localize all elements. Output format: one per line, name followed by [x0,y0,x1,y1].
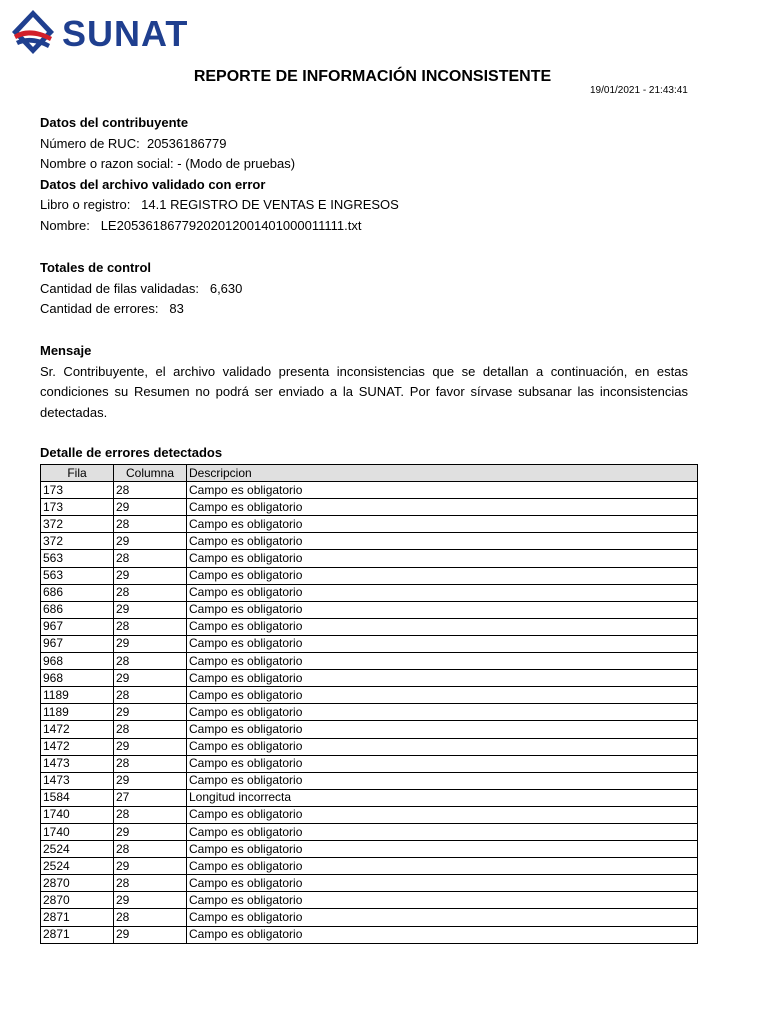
cell-descripcion: Campo es obligatorio [187,653,698,670]
ruc-value: 20536186779 [146,135,227,151]
cell-columna: 29 [114,533,187,550]
cell-columna: 28 [114,653,187,670]
nombre-line [40,216,688,237]
nombre-value: LE20536186779202012001401000011111.txt [100,217,362,233]
cell-fila: 563 [41,567,114,584]
cell-fila: 1473 [41,772,114,789]
cell-fila: 1740 [41,823,114,840]
cell-descripcion: Campo es obligatorio [187,823,698,840]
cell-fila: 968 [41,653,114,670]
nombre-label: Nombre: [40,217,90,233]
table-row [41,533,698,550]
cell-descripcion: Campo es obligatorio [187,550,698,567]
cell-columna: 29 [114,823,187,840]
cell-fila: 2871 [41,909,114,926]
libro-line [40,195,688,216]
cell-descripcion: Campo es obligatorio [187,738,698,755]
table-row [41,482,698,499]
cell-descripcion: Campo es obligatorio [187,704,698,721]
cell-fila: 173 [41,482,114,499]
table-row [41,687,698,704]
cell-descripcion: Campo es obligatorio [187,875,698,892]
table-row [41,704,698,721]
ruc-label: Número de RUC: [40,135,140,151]
cell-fila: 686 [41,584,114,601]
table-row [41,584,698,601]
contribuyente-heading: Datos del contribuyente [40,115,189,130]
cell-fila: 2524 [41,841,114,858]
cell-columna: 28 [114,482,187,499]
cell-fila: 2870 [41,892,114,909]
totales-heading: Totales de control [40,260,151,275]
cell-fila: 1472 [41,721,114,738]
table-row [41,755,698,772]
errores-label: Cantidad de errores: [40,301,159,316]
cell-descripcion: Campo es obligatorio [187,806,698,823]
cell-fila: 1740 [41,806,114,823]
mensaje-heading: Mensaje [40,343,92,358]
name-label: Nombre o razon social: [40,156,174,171]
table-row [41,499,698,516]
ruc-line [40,134,688,155]
cell-fila: 1473 [41,755,114,772]
sunat-emblem-icon [10,8,56,60]
cell-fila: 2524 [41,858,114,875]
cell-descripcion: Campo es obligatorio [187,567,698,584]
brand-name: SUNAT [62,13,189,54]
name-line [40,154,688,175]
header-descripcion: Descripcion [187,465,698,482]
cell-descripcion: Campo es obligatorio [187,618,698,635]
errors-table [40,464,698,944]
table-row [41,858,698,875]
cell-descripcion: Campo es obligatorio [187,858,698,875]
cell-columna: 29 [114,926,187,943]
table-row [41,806,698,823]
errors-table-header [41,465,698,482]
cell-columna: 28 [114,909,187,926]
cell-fila: 173 [41,499,114,516]
sunat-logo [10,8,188,60]
cell-columna: 29 [114,601,187,618]
cell-columna: 29 [114,567,187,584]
cell-descripcion: Campo es obligatorio [187,516,698,533]
cell-columna: 29 [114,499,187,516]
cell-columna: 29 [114,635,187,652]
table-row [41,892,698,909]
archivo-heading: Datos del archivo validado con error [40,176,266,192]
cell-descripcion: Campo es obligatorio [187,687,698,704]
cell-columna: 28 [114,516,187,533]
contribuyente-section [40,113,688,236]
cell-columna: 29 [114,772,187,789]
table-row [41,567,698,584]
cell-descripcion: Campo es obligatorio [187,601,698,618]
cell-columna: 28 [114,550,187,567]
cell-columna: 28 [114,687,187,704]
cell-descripcion: Campo es obligatorio [187,584,698,601]
errores-line [40,299,688,320]
totales-section [40,258,688,320]
cell-fila: 372 [41,516,114,533]
report-title: REPORTE DE INFORMACIÓN INCONSISTENTE [193,68,552,85]
table-row [41,516,698,533]
table-row [41,550,698,567]
table-row [41,875,698,892]
errors-table-body [41,482,698,944]
name-value: - (Modo de pruebas) [177,156,296,171]
cell-columna: 28 [114,584,187,601]
cell-columna: 28 [114,618,187,635]
cell-columna: 28 [114,721,187,738]
cell-fila: 372 [41,533,114,550]
cell-descripcion: Campo es obligatorio [187,772,698,789]
table-row [41,653,698,670]
table-row [41,789,698,806]
filas-label: Cantidad de filas validadas: [40,280,199,296]
cell-columna: 28 [114,806,187,823]
libro-label: Libro o registro: [40,197,131,212]
cell-columna: 29 [114,858,187,875]
mensaje-section [40,341,688,423]
libro-value: 14.1 REGISTRO DE VENTAS E INGRESOS [141,197,399,212]
table-row [41,823,698,840]
cell-descripcion: Campo es obligatorio [187,841,698,858]
cell-columna: 28 [114,755,187,772]
header-columna: Columna [114,465,187,482]
cell-descripcion: Campo es obligatorio [187,482,698,499]
cell-descripcion: Campo es obligatorio [187,892,698,909]
cell-fila: 1584 [41,789,114,806]
cell-descripcion: Campo es obligatorio [187,499,698,516]
errores-value: 83 [169,301,184,316]
mensaje-text: Sr. Contribuyente, el archivo validado presenta inconsistencias que se detallan a continuación, en estas condiciones su Resumen no podrá ser enviado a la SUNAT. Por favor sírvase subsanar las inconsistencias detectadas. [40,363,688,420]
cell-columna: 29 [114,738,187,755]
cell-fila: 967 [41,635,114,652]
cell-columna: 27 [114,789,187,806]
table-row [41,738,698,755]
cell-columna: 29 [114,704,187,721]
table-row [41,841,698,858]
table-row [41,601,698,618]
cell-descripcion: Campo es obligatorio [187,926,698,943]
cell-fila: 967 [41,618,114,635]
cell-descripcion: Longitud incorrecta [187,789,698,806]
filas-line [40,279,688,300]
table-row [41,618,698,635]
cell-fila: 1189 [41,704,114,721]
detalle-heading: Detalle de errores detectados [40,445,223,460]
cell-columna: 28 [114,875,187,892]
header-fila: Fila [41,465,114,482]
cell-descripcion: Campo es obligatorio [187,755,698,772]
cell-descripcion: Campo es obligatorio [187,721,698,738]
cell-descripcion: Campo es obligatorio [187,670,698,687]
cell-columna: 28 [114,841,187,858]
cell-fila: 686 [41,601,114,618]
cell-fila: 1472 [41,738,114,755]
cell-fila: 968 [41,670,114,687]
table-row [41,721,698,738]
cell-descripcion: Campo es obligatorio [187,909,698,926]
cell-fila: 1189 [41,687,114,704]
table-row [41,772,698,789]
cell-columna: 29 [114,670,187,687]
cell-fila: 2871 [41,926,114,943]
table-row [41,670,698,687]
filas-value: 6,630 [209,280,243,296]
table-row [41,909,698,926]
cell-descripcion: Campo es obligatorio [187,635,698,652]
cell-fila: 2870 [41,875,114,892]
cell-fila: 563 [41,550,114,567]
cell-columna: 29 [114,892,187,909]
table-row [41,926,698,943]
cell-descripcion: Campo es obligatorio [187,533,698,550]
report-timestamp: 19/01/2021 - 21:43:41 [590,85,688,96]
table-row [41,635,698,652]
